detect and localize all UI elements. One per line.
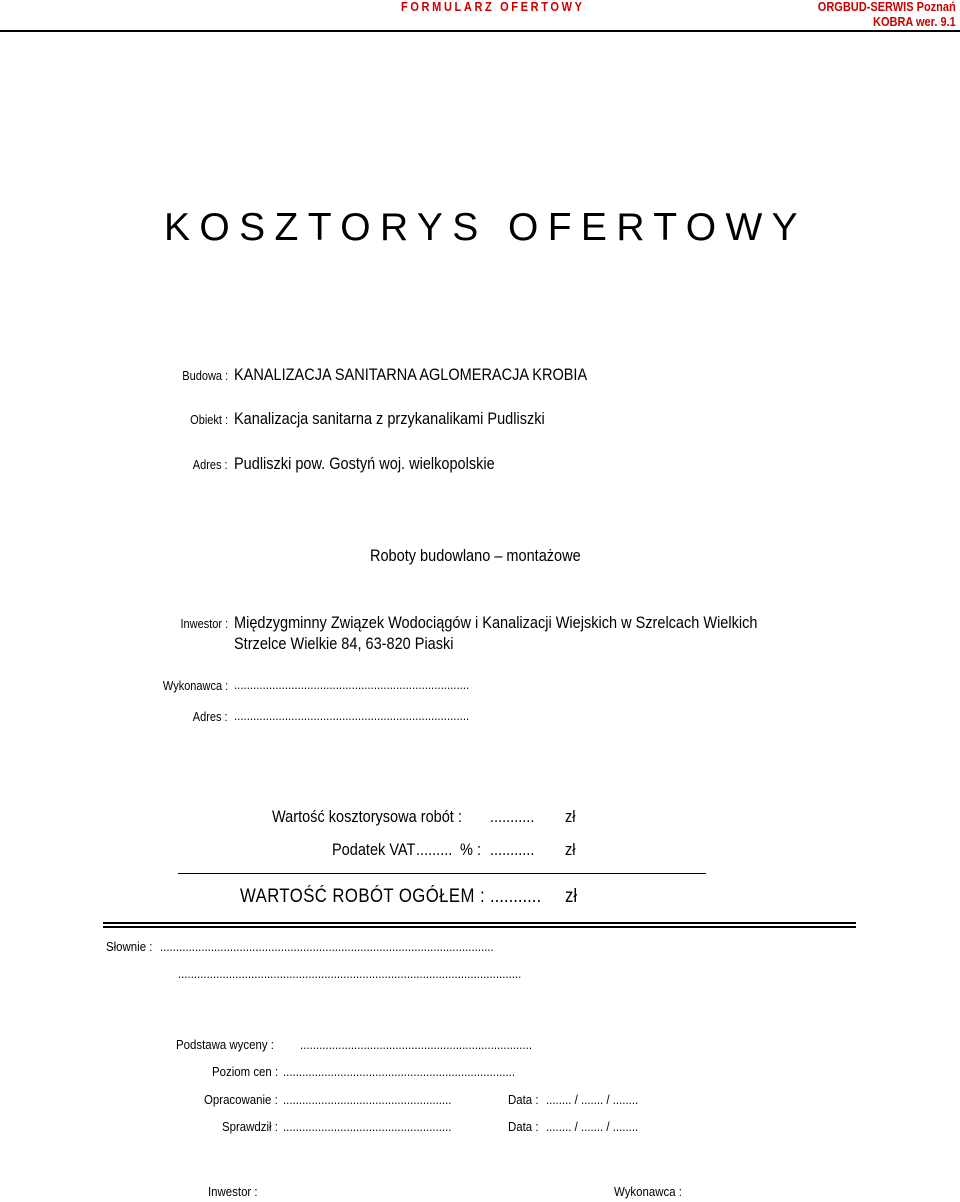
wykonawca-value: .......................................................................... (234, 677, 470, 692)
total-separator (178, 873, 706, 874)
header-right (818, 0, 956, 30)
vat-dots1: ......... (416, 841, 453, 859)
opracowanie-label: Opracowanie : (204, 1092, 278, 1107)
vat-percent: % : (460, 841, 481, 859)
wartosc-unit: zł (565, 808, 576, 826)
works-type: Roboty budowlano – montażowe (370, 547, 581, 565)
contractor-adres-value: .......................................................................... (234, 708, 470, 723)
contractor-adres-label: Adres : (193, 710, 228, 724)
company-name: ORGBUD-SERWIS Poznań (818, 0, 956, 14)
slownie-dots1: ......................................................................................................... (160, 939, 494, 954)
budowa-value: KANALIZACJA SANITARNA AGLOMERACJA KROBIA (234, 366, 588, 384)
header-divider (0, 30, 960, 32)
inwestor-line1: Międzygminny Związek Wodociągów i Kanalizacji Wiejskich w Szrelcach Wielkich (234, 614, 758, 632)
software-version: KOBRA wer. 9.1 (873, 15, 956, 29)
wartosc-dots: ........... (490, 808, 535, 826)
opracowanie-data-value: ........ / ....... / ........ (546, 1092, 639, 1107)
inwestor-label: Inwestor : (180, 617, 228, 631)
form-header-title: FORMULARZ OFERTOWY (401, 0, 585, 14)
signature-wykonawca: Wykonawca : (614, 1184, 682, 1199)
signature-inwestor: Inwestor : (208, 1184, 258, 1199)
podstawa-dots: ......................................................................... (300, 1037, 533, 1052)
inwestor-line2: Strzelce Wielkie 84, 63-820 Piaski (234, 635, 454, 653)
poziom-dots: ......................................................................... (283, 1064, 516, 1079)
budowa-label: Budowa : (182, 369, 228, 383)
vat-dots2: ........... (490, 841, 535, 859)
obiekt-label: Obiekt : (190, 413, 228, 427)
slownie-dots2: ............................................................................................................ (178, 966, 522, 981)
podstawa-label: Podstawa wyceny : (176, 1037, 274, 1052)
adres-label: Adres : (193, 458, 228, 472)
slownie-label: Słownie : (106, 939, 153, 954)
adres-value: Pudliszki pow. Gostyń woj. wielkopolskie (234, 455, 495, 473)
vat-unit: zł (565, 841, 576, 859)
vat-label: Podatek VAT (332, 841, 416, 859)
sprawdzil-label: Sprawdził : (222, 1119, 278, 1134)
double-separator (103, 922, 856, 928)
wykonawca-label: Wykonawca : (162, 679, 228, 693)
total-unit: zł (565, 886, 578, 907)
obiekt-value: Kanalizacja sanitarna z przykanalikami Pudliszki (234, 410, 545, 428)
sprawdzil-data-label: Data : (508, 1119, 539, 1134)
poziom-label: Poziom cen : (212, 1064, 279, 1079)
opracowanie-dots: ..................................................... (283, 1092, 452, 1107)
opracowanie-data-label: Data : (508, 1092, 539, 1107)
page-title: KOSZTORYS OFERTOWY (164, 206, 808, 249)
total-dots: ........... (490, 886, 542, 907)
wartosc-label: Wartość kosztorysowa robót : (272, 808, 462, 826)
total-label: WARTOŚĆ ROBÓT OGÓŁEM : (240, 886, 486, 907)
sprawdzil-dots: ..................................................... (283, 1119, 452, 1134)
sprawdzil-data-value: ........ / ....... / ........ (546, 1119, 639, 1134)
